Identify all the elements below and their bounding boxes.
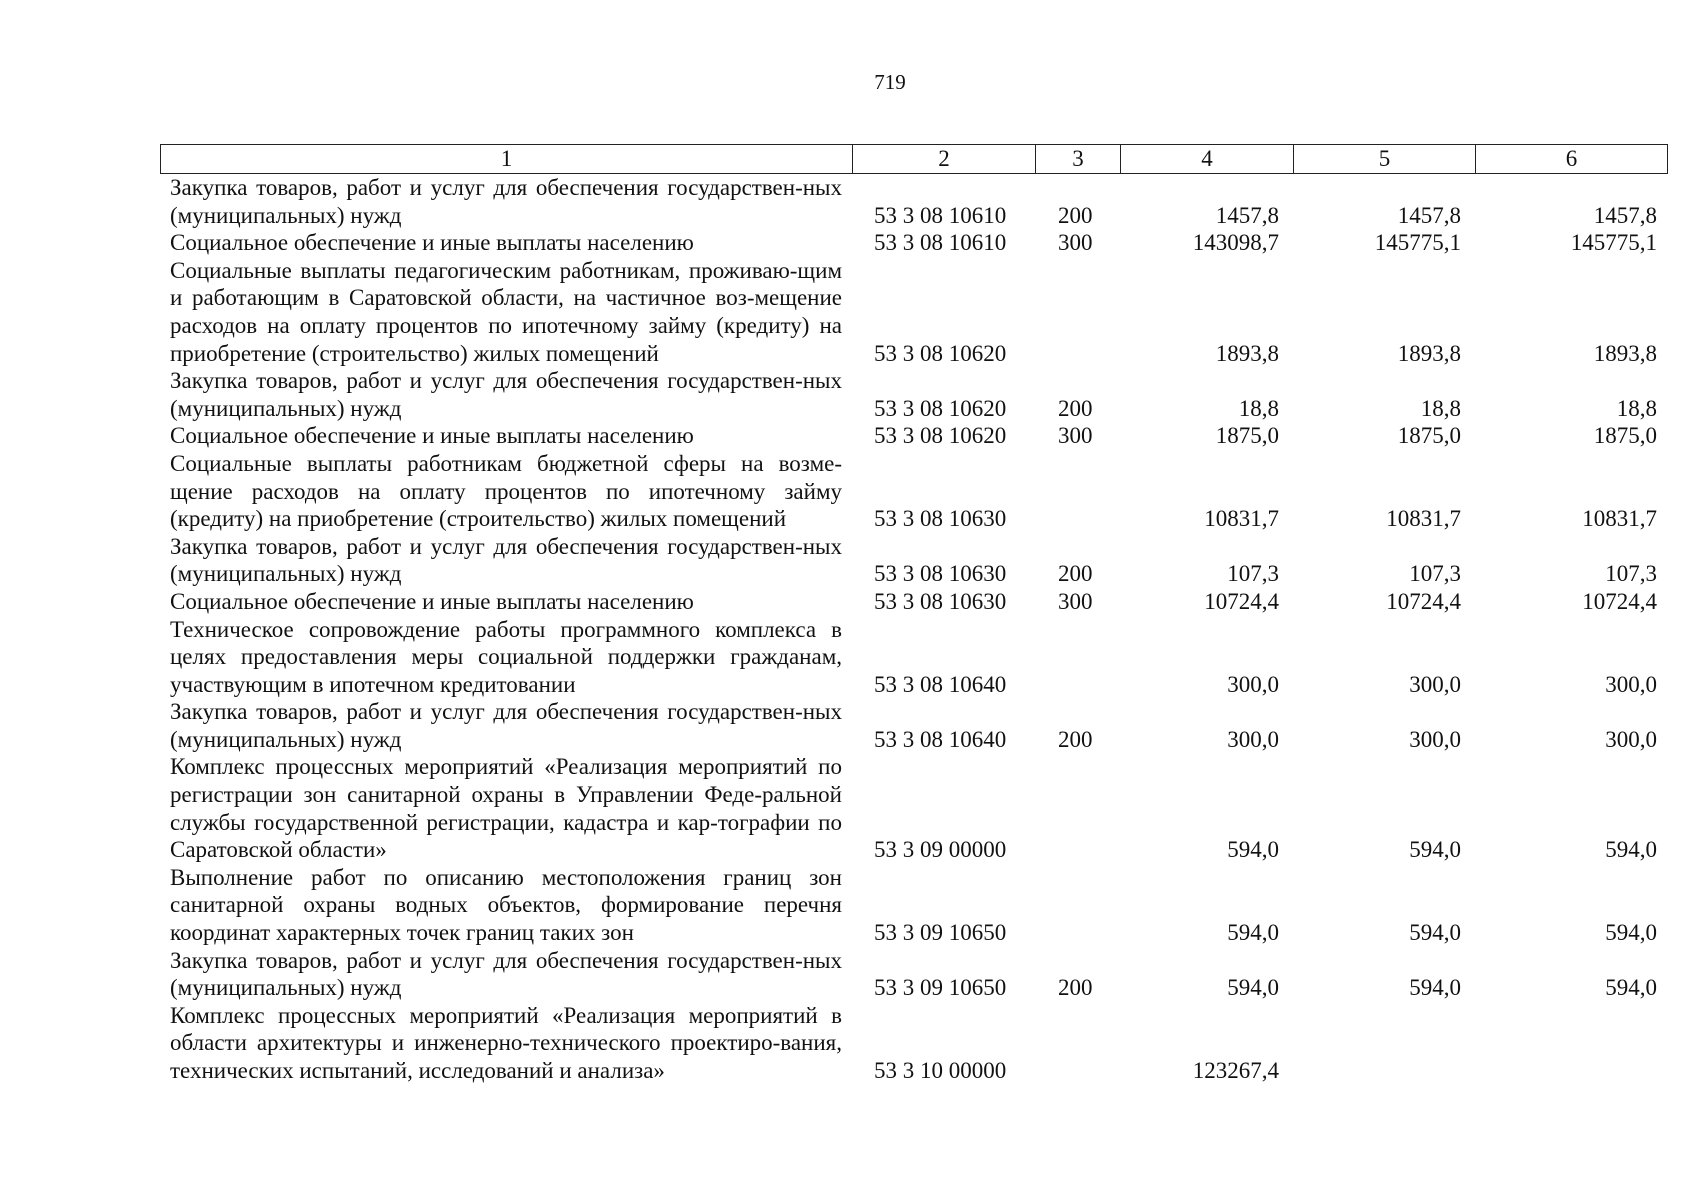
row-value-col-6: 145775,1 — [1570, 230, 1657, 256]
row-code: 53 3 08 10620 — [874, 423, 1007, 449]
row-value-col-6: 107,3 — [1605, 561, 1657, 587]
row-code: 53 3 08 10630 — [874, 506, 1007, 532]
row-expense-type: 200 — [1058, 975, 1093, 1001]
row-expense-type: 200 — [1058, 561, 1093, 587]
header-col-1: 1 — [161, 145, 853, 174]
row-value-col-6: 300,0 — [1605, 726, 1657, 752]
row-value-col-4: 1893,8 — [1215, 340, 1279, 366]
row-value-col-6: 300,0 — [1605, 671, 1657, 697]
row-expense-type: 200 — [1058, 395, 1093, 421]
row-value-col-5: 145775,1 — [1374, 230, 1461, 256]
row-name: Закупка товаров, работ и услуг для обеспечения государствен-ных (муниципальных) нужд — [170, 699, 842, 752]
row-expense-type: 200 — [1058, 726, 1093, 752]
table-row — [160, 616, 1667, 699]
row-code: 53 3 08 10610 — [874, 202, 1007, 228]
row-value-col-5: 1875,0 — [1397, 423, 1461, 449]
row-value-col-6: 10831,7 — [1582, 506, 1657, 532]
row-expense-type — [1035, 864, 1120, 947]
row-code: 53 3 09 10650 — [874, 975, 1007, 1001]
row-name: Закупка товаров, работ и услуг для обеспечения государствен-ных (муниципальных) нужд — [170, 175, 842, 228]
row-value-col-6: 1875,0 — [1593, 423, 1657, 449]
row-expense-type — [1035, 616, 1120, 699]
row-value-col-5: 10831,7 — [1386, 506, 1461, 532]
page-number: 719 — [874, 70, 906, 94]
row-code: 53 3 08 10620 — [874, 395, 1007, 421]
table-row — [160, 229, 1667, 257]
table-row — [160, 257, 1667, 367]
row-name: Социальное обеспечение и иные выплаты населению — [170, 588, 694, 614]
row-value-col-4: 10724,4 — [1204, 588, 1279, 614]
row-expense-type — [1035, 1002, 1120, 1085]
row-expense-type: 200 — [1058, 202, 1093, 228]
table-row — [160, 533, 1667, 588]
header-col-6: 6 — [1476, 145, 1668, 174]
row-expense-type: 300 — [1058, 423, 1093, 449]
row-value-col-4: 18,8 — [1238, 395, 1279, 421]
row-expense-type — [1035, 450, 1120, 533]
row-value-col-6: 1893,8 — [1593, 340, 1657, 366]
row-value-col-6: 10724,4 — [1582, 588, 1657, 614]
budget-table — [160, 174, 1667, 1085]
row-code: 53 3 08 10630 — [874, 561, 1007, 587]
header-col-5: 5 — [1294, 145, 1476, 174]
row-name: Закупка товаров, работ и услуг для обеспечения государствен-ных (муниципальных) нужд — [170, 947, 842, 1001]
row-value-col-5: 594,0 — [1409, 975, 1461, 1001]
row-value-col-5: 594,0 — [1409, 837, 1461, 863]
table-row — [160, 753, 1667, 863]
table-row — [160, 174, 1667, 229]
row-name: Закупка товаров, работ и услуг для обеспечения государствен-ных (муниципальных) нужд — [170, 368, 842, 421]
row-value-col-5: 300,0 — [1409, 671, 1461, 697]
row-name: Комплекс процессных мероприятий «Реализация мероприятий по регистрации зон санитарной охраны в Управлении Феде-ральной службы государственной регистрации, кадастра и кар-тографии по Саратовской области» — [170, 754, 842, 863]
table-row — [160, 450, 1667, 533]
row-value-col-6: 1457,8 — [1593, 202, 1657, 228]
table-row — [160, 864, 1667, 947]
row-value-col-5: 594,0 — [1409, 920, 1461, 946]
table-row — [160, 947, 1667, 1002]
header-col-2: 2 — [853, 145, 1036, 174]
row-value-col-6 — [1475, 1002, 1667, 1085]
row-value-col-4: 300,0 — [1227, 671, 1279, 697]
row-value-col-4: 10831,7 — [1204, 506, 1279, 532]
header-col-4: 4 — [1121, 145, 1294, 174]
row-code: 53 3 09 10650 — [874, 920, 1007, 946]
row-name: Выполнение работ по описанию местоположения границ зон санитарной охраны водных объектов, формирование перечня координат характерных точек границ таких зон — [170, 864, 842, 946]
row-value-col-4: 107,3 — [1227, 561, 1279, 587]
row-name: Комплекс процессных мероприятий «Реализация мероприятий в области архитектуры и инженерно-технического проектиро-вания, технических испытаний, исследований и анализа» — [170, 1002, 842, 1083]
table-row — [160, 1002, 1667, 1085]
header-row — [161, 145, 1668, 174]
row-code: 53 3 09 00000 — [874, 837, 1007, 863]
header-col-3: 3 — [1036, 145, 1121, 174]
row-name: Техническое сопровождение работы программного комплекса в целях предоставления меры социальной поддержки гражданам, участвующим в ипотечном кредитовании — [170, 616, 842, 697]
row-value-col-5: 1457,8 — [1397, 202, 1461, 228]
row-expense-type — [1035, 753, 1120, 863]
row-value-col-4: 594,0 — [1227, 975, 1279, 1001]
row-code: 53 3 08 10630 — [874, 588, 1007, 614]
row-value-col-6: 594,0 — [1605, 920, 1657, 946]
table-row — [160, 422, 1667, 450]
row-expense-type — [1035, 257, 1120, 367]
row-value-col-4: 1875,0 — [1215, 423, 1279, 449]
row-value-col-4: 143098,7 — [1192, 230, 1279, 256]
row-value-col-5 — [1293, 1002, 1475, 1085]
row-code: 53 3 08 10640 — [874, 671, 1007, 697]
row-code: 53 3 10 00000 — [874, 1058, 1007, 1083]
row-value-col-5: 300,0 — [1409, 726, 1461, 752]
row-code: 53 3 08 10610 — [874, 230, 1007, 256]
row-name: Социальное обеспечение и иные выплаты населению — [170, 230, 694, 256]
row-value-col-6: 594,0 — [1605, 837, 1657, 863]
row-value-col-4: 594,0 — [1227, 837, 1279, 863]
row-value-col-4: 300,0 — [1227, 726, 1279, 752]
table-row — [160, 698, 1667, 753]
row-name: Социальные выплаты работникам бюджетной сферы на возме-щение расходов на оплату процентов по ипотечному займу (кредиту) на приобретение (строительство) жилых помещений — [170, 450, 842, 532]
row-code: 53 3 08 10620 — [874, 340, 1007, 366]
row-value-col-5: 1893,8 — [1397, 340, 1461, 366]
row-value-col-5: 107,3 — [1409, 561, 1461, 587]
row-name: Социальное обеспечение и иные выплаты населению — [170, 423, 694, 449]
row-name: Социальные выплаты педагогическим работникам, проживаю-щим и работающим в Саратовской области, на частичное воз-мещение расходов на оплату процентов по ипотечному займу (кредиту) на приобретение (строительство) жилых помещений — [170, 257, 842, 366]
row-code: 53 3 08 10640 — [874, 726, 1007, 752]
table-row — [160, 367, 1667, 422]
row-value-col-5: 18,8 — [1420, 395, 1461, 421]
row-expense-type: 300 — [1058, 588, 1093, 614]
row-value-col-4: 1457,8 — [1215, 202, 1279, 228]
row-value-col-6: 18,8 — [1616, 395, 1657, 421]
row-value-col-4: 594,0 — [1227, 920, 1279, 946]
row-expense-type: 300 — [1058, 230, 1093, 256]
row-name: Закупка товаров, работ и услуг для обеспечения государствен-ных (муниципальных) нужд — [170, 533, 842, 587]
row-value-col-5: 10724,4 — [1386, 588, 1461, 614]
table-row — [160, 588, 1667, 616]
table-header — [160, 144, 1668, 174]
row-value-col-6: 594,0 — [1605, 975, 1657, 1001]
row-value-col-4: 123267,4 — [1192, 1058, 1279, 1083]
